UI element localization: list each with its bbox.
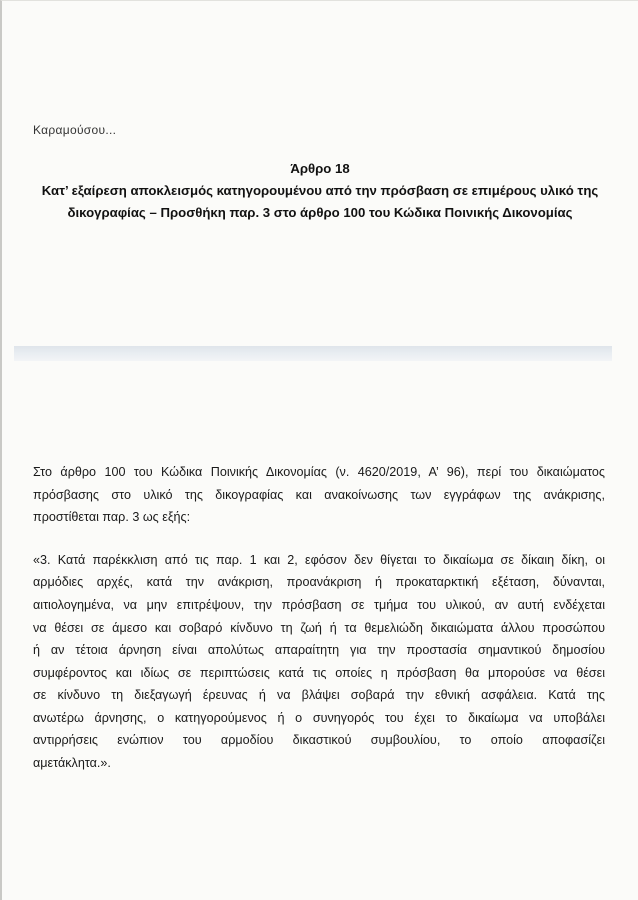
quote-line: ανωτέρω άρνησης, ο κατηγορούμενος ή ο συνηγορός του έχει το δικαίωμα να υποβάλει (33, 711, 605, 725)
quote-line: αντιρρήσεις ενώπιον του αρμοδίου δικαστικού συμβουλίου, το οποίο αποφασίζει (33, 733, 605, 747)
quote-line: αμετάκλητα.». (33, 756, 111, 770)
article-heading-line-2: δικογραφίας – Προσθήκη παρ. 3 στο άρθρο 100 του Κώδικα Ποινικής Δικονομίας (67, 205, 573, 220)
quote-line: αιτιολογημένα, να μην επιτρέψουν, την πρόσβαση σε τμήμα του υλικού, αν αυτή ενδέχεται (33, 598, 605, 612)
article-title: Άρθρο 18 (290, 161, 350, 176)
quote-line: αρμόδιες αρχές, κατά την ανάκριση, προανάκριση ή προκαταρκτική εξέταση, δύνανται, (33, 575, 605, 589)
quote-line: ή αν τέτοια άρνηση είναι απολύτως απαραίτητη για την προστασία σημαντικού δημοσίου (33, 643, 605, 657)
intro-line: Στο άρθρο 100 του Κώδικα Ποινικής Δικονομίας (ν. 4620/2019, Α’ 96), περί του δικαιώματος (33, 465, 605, 479)
quote-line: «3. Κατά παρέκκλιση από τις παρ. 1 και 2, εφόσον δεν θίγεται το δικαίωμα σε δίκαιη δίκη, οι (33, 553, 605, 567)
article-heading-line-1: Κατ’ εξαίρεση αποκλεισμός κατηγορουμένου από την πρόσβαση σε επιμέρους υλικό της (41, 183, 599, 198)
quote-line: συμφέροντος και ιδίως σε περιπτώσεις κατά τις οποίες η πρόσβαση θα μπορούσε να θέσει (33, 666, 605, 680)
intro-line: πρόσβασης στο υλικό της δικογραφίας και ανακοίνωσης των εγγράφων της ανάκρισης, (33, 488, 605, 502)
scan-artifact-band (14, 346, 612, 361)
intro-line: προστίθεται παρ. 3 ως εξής: (33, 510, 191, 524)
quote-line: σε κίνδυνο τη διεξαγωγή έρευνας ή να βλάψει σοβαρά την εθνική ασφάλεια. Κατά της (33, 688, 605, 702)
quote-line: να θέσει σε άμεσο και σοβαρό κίνδυνο τη ζωή ή τα θεμελιώδη δικαιώματα άλλου προσώπου (33, 621, 605, 635)
cutoff-previous-text: Καραμούσου... (33, 123, 117, 137)
